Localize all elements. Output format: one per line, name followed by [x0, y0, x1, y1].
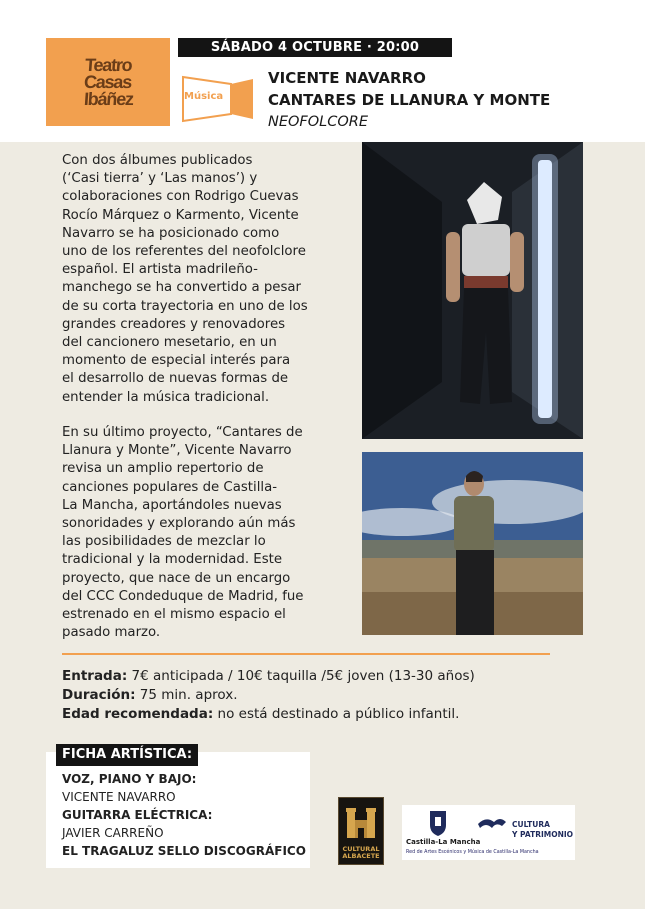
event-title: CANTARES DE LLANURA Y MONTE	[268, 91, 551, 109]
text-line: el desarrollo de nuevas formas de	[62, 371, 289, 387]
credit-name: VICENTE NAVARRO	[62, 790, 176, 804]
logo-line: Casas	[83, 71, 133, 92]
cultural-line: ALBACETE	[342, 852, 380, 860]
event-genre: NEOFOLCORE	[268, 114, 369, 130]
text-line: proyecto, que nace de un encargo	[62, 570, 291, 586]
text-line: revisa un amplio repertorio de	[62, 461, 264, 477]
text-line: En su último proyecto, “Cantares de	[62, 425, 303, 440]
text-line: tradicional y la modernidad. Este	[62, 552, 283, 568]
text-line: Llanura y Monte”, Vicente Navarro	[62, 443, 292, 459]
text-line: uno de los referentes del neofolclore	[62, 244, 306, 260]
cultura-patrimonio-icon	[476, 814, 508, 836]
cp-line: Y PATRIMONIO	[512, 830, 574, 839]
text-line: español. El artista madrileño-	[62, 262, 258, 278]
price-info	[62, 668, 475, 684]
price-label: Entrada:	[62, 668, 128, 684]
clm-name: Castilla-La Mancha	[406, 838, 481, 846]
text-line: Navarro se ha posicionado como	[62, 225, 280, 241]
age-info	[62, 706, 459, 722]
text-line: Rocío Márquez o Karmento, Vicente	[62, 207, 299, 223]
credit-role: VOZ, PIANO Y BAJO:	[62, 772, 197, 786]
credit-role: GUITARRA ELÉCTRICA:	[62, 808, 213, 822]
cp-line: CULTURA	[512, 820, 550, 829]
text-line: estrenado en el mismo espacio el	[62, 607, 286, 623]
cultural-albacete-text	[338, 846, 384, 860]
text-line: La Mancha, aportándoles nuevas	[62, 497, 282, 513]
text-line: de su corta trayectoria en uno de los	[62, 298, 308, 314]
cultura-patrimonio-text	[512, 820, 573, 840]
age-value: no está destinado a público infantil.	[213, 706, 460, 722]
text-line: canciones populares de Castilla-	[62, 479, 278, 495]
teatro-logo	[46, 38, 170, 126]
description-paragraph-1	[62, 152, 344, 407]
credit-label: EL TRAGALUZ SELLO DISCOGRÁFICO	[62, 844, 306, 858]
text-line: del CCC Condeduque de Madrid, fue	[62, 588, 304, 604]
section-divider	[62, 653, 550, 655]
text-line: Con dos álbumes publicados	[62, 153, 253, 168]
text-line: las posibilidades de mezclar lo	[62, 534, 266, 550]
cultural-line: CULTURAL	[342, 845, 380, 853]
event-artist: VICENTE NAVARRO	[268, 69, 426, 87]
price-value: 7€ anticipada / 10€ taquilla /5€ joven (13-30 años)	[127, 668, 475, 684]
clm-shield-icon	[428, 809, 448, 837]
text-line: momento de especial interés para	[62, 353, 291, 369]
duration-label: Duración:	[62, 687, 136, 703]
castle-icon	[339, 798, 383, 842]
credit-name: JAVIER CARREÑO	[62, 826, 164, 840]
description-paragraph-2	[62, 424, 344, 642]
text-line: entender la música tradicional.	[62, 389, 270, 405]
clm-network-text: Red de Artes Escénicos y Música de Castilla-La Mancha	[406, 850, 539, 855]
age-label: Edad recomendada:	[62, 706, 214, 722]
duration-info	[62, 687, 238, 703]
category-label: Música	[184, 91, 224, 102]
logo-line: Teatro	[84, 54, 132, 75]
artist-photo-corridor	[362, 142, 583, 439]
text-line: colaboraciones con Rodrigo Cuevas	[62, 189, 299, 205]
artist-photo-field	[362, 452, 583, 635]
text-line: del cancionero mesetario, en un	[62, 335, 277, 351]
credits-heading: FICHA ARTÍSTICA:	[56, 744, 198, 766]
text-line: grandes creadores y renovadores	[62, 316, 286, 332]
text-line: sonoridades y explorando aún más	[62, 516, 296, 532]
text-line: pasado marzo.	[62, 625, 161, 641]
text-line: (‘Casi tierra’ y ‘Las manos’) y	[62, 171, 258, 187]
event-date: SÁBADO 4 OCTUBRE · 20:00	[178, 38, 452, 57]
duration-value: 75 min. aprox.	[135, 687, 238, 703]
logo-line: Ibáñez	[82, 88, 134, 109]
text-line: manchego se ha convertido a pesar	[62, 280, 302, 296]
